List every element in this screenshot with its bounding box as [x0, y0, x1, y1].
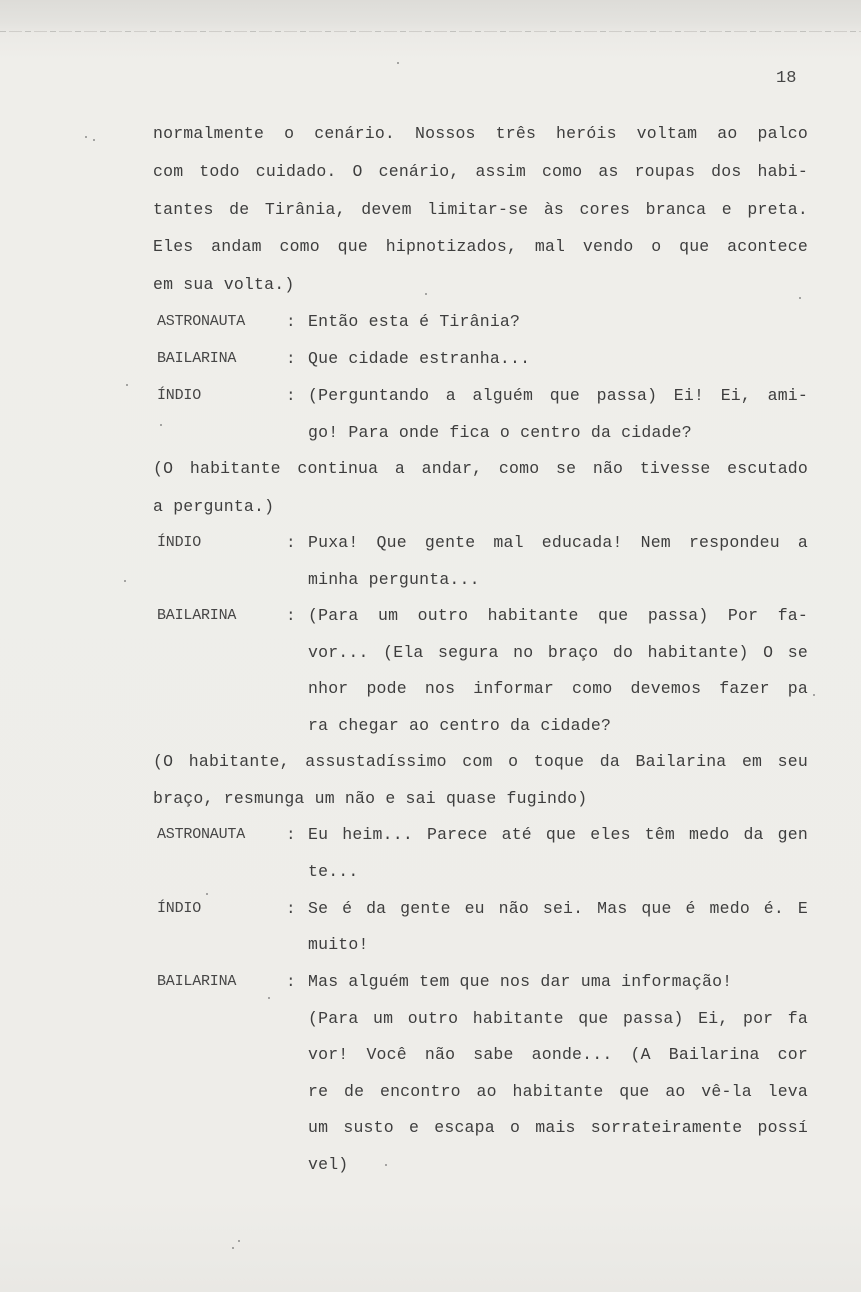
dialogue-line: minha pergunta...: [308, 570, 480, 589]
speaker-name: ASTRONAUTA: [157, 826, 246, 843]
speaker-name: BAILARINA: [157, 350, 237, 367]
stage-direction-line: (O habitante, assustadíssimo com o toque da Bailarina em seu: [153, 752, 808, 771]
dialogue-line: Se é da gente eu não sei. Mas que é medo é. E: [308, 899, 808, 918]
dialogue-line: Puxa! Que gente mal educada! Nem respondeu a: [308, 533, 808, 552]
stage-direction-line: tantes de Tirânia, devem limitar-se às cores branca e preta.: [153, 200, 808, 219]
dialogue-line: re de encontro ao habitante que ao vê-la leva: [308, 1082, 808, 1101]
dialogue-line: vor! Você não sabe aonde... (A Bailarina cor: [308, 1045, 808, 1064]
page-number: 18: [776, 69, 797, 88]
dialogue-line: go! Para onde fica o centro da cidade?: [308, 423, 692, 442]
paper-speck: [268, 997, 270, 999]
paper-speck: [238, 1240, 240, 1242]
dialogue-line: Então esta é Tirânia?: [308, 312, 521, 331]
speaker-name: BAILARINA: [157, 973, 237, 990]
stage-direction-line: com todo cuidado. O cenário, assim como as roupas dos habi-: [153, 162, 808, 181]
stage-direction-line: braço, resmunga um não e sai quase fugindo): [153, 789, 588, 808]
speaker-name: BAILARINA: [157, 607, 237, 624]
dialogue-line: muito!: [308, 935, 369, 954]
dialogue-line: um susto e escapa o mais sorrateiramente possí: [308, 1118, 808, 1137]
paper-speck: [206, 893, 208, 895]
paper-speck: [425, 293, 427, 295]
speaker-colon: :: [286, 313, 296, 331]
dialogue-line: (Para um outro habitante que passa) Por fa-: [308, 606, 808, 625]
dialogue-line: (Para um outro habitante que passa) Ei, por fa: [308, 1009, 808, 1028]
dialogue-line: nhor pode nos informar como devemos fazer pa: [308, 679, 808, 698]
paper-speck: [85, 136, 87, 138]
dialogue-line: Mas alguém tem que nos dar uma informação!: [308, 972, 733, 991]
page-fold-line: [0, 31, 861, 32]
speaker-colon: :: [286, 973, 296, 991]
stage-direction-line: normalmente o cenário. Nossos três heróis voltam ao palco: [153, 124, 808, 143]
paper-speck: [160, 424, 162, 426]
speaker-name: ÍNDIO: [157, 387, 202, 404]
paper-speck: [126, 384, 128, 386]
speaker-colon: :: [286, 387, 296, 405]
dialogue-line: (Perguntando a alguém que passa) Ei! Ei, ami-: [308, 386, 808, 405]
paper-speck: [124, 580, 126, 582]
stage-direction-line: (O habitante continua a andar, como se não tivesse escutado: [153, 459, 808, 478]
dialogue-line: ra chegar ao centro da cidade?: [308, 716, 612, 735]
dialogue-line: Eu heim... Parece até que eles têm medo da gen: [308, 825, 808, 844]
speaker-colon: :: [286, 826, 296, 844]
dialogue-line: vel): [308, 1155, 349, 1174]
speaker-name: ÍNDIO: [157, 900, 202, 917]
stage-direction-line: Eles andam como que hipnotizados, mal vendo o que acontece: [153, 237, 808, 256]
paper-speck: [93, 139, 95, 141]
dialogue-line: te...: [308, 862, 359, 881]
paper-speck: [397, 62, 399, 64]
speaker-colon: :: [286, 350, 296, 368]
dialogue-line: vor... (Ela segura no braço do habitante) O se: [308, 643, 808, 662]
speaker-colon: :: [286, 900, 296, 918]
speaker-name: ASTRONAUTA: [157, 313, 246, 330]
stage-direction-line: em sua volta.): [153, 275, 295, 294]
paper-speck: [385, 1164, 387, 1166]
speaker-name: ÍNDIO: [157, 534, 202, 551]
page-top-edge: [0, 0, 861, 34]
paper-speck: [813, 694, 815, 696]
stage-direction-line: a pergunta.): [153, 497, 275, 516]
dialogue-line: Que cidade estranha...: [308, 349, 531, 368]
paper-speck: [232, 1247, 234, 1249]
paper-speck: [799, 297, 801, 299]
speaker-colon: :: [286, 607, 296, 625]
speaker-colon: :: [286, 534, 296, 552]
